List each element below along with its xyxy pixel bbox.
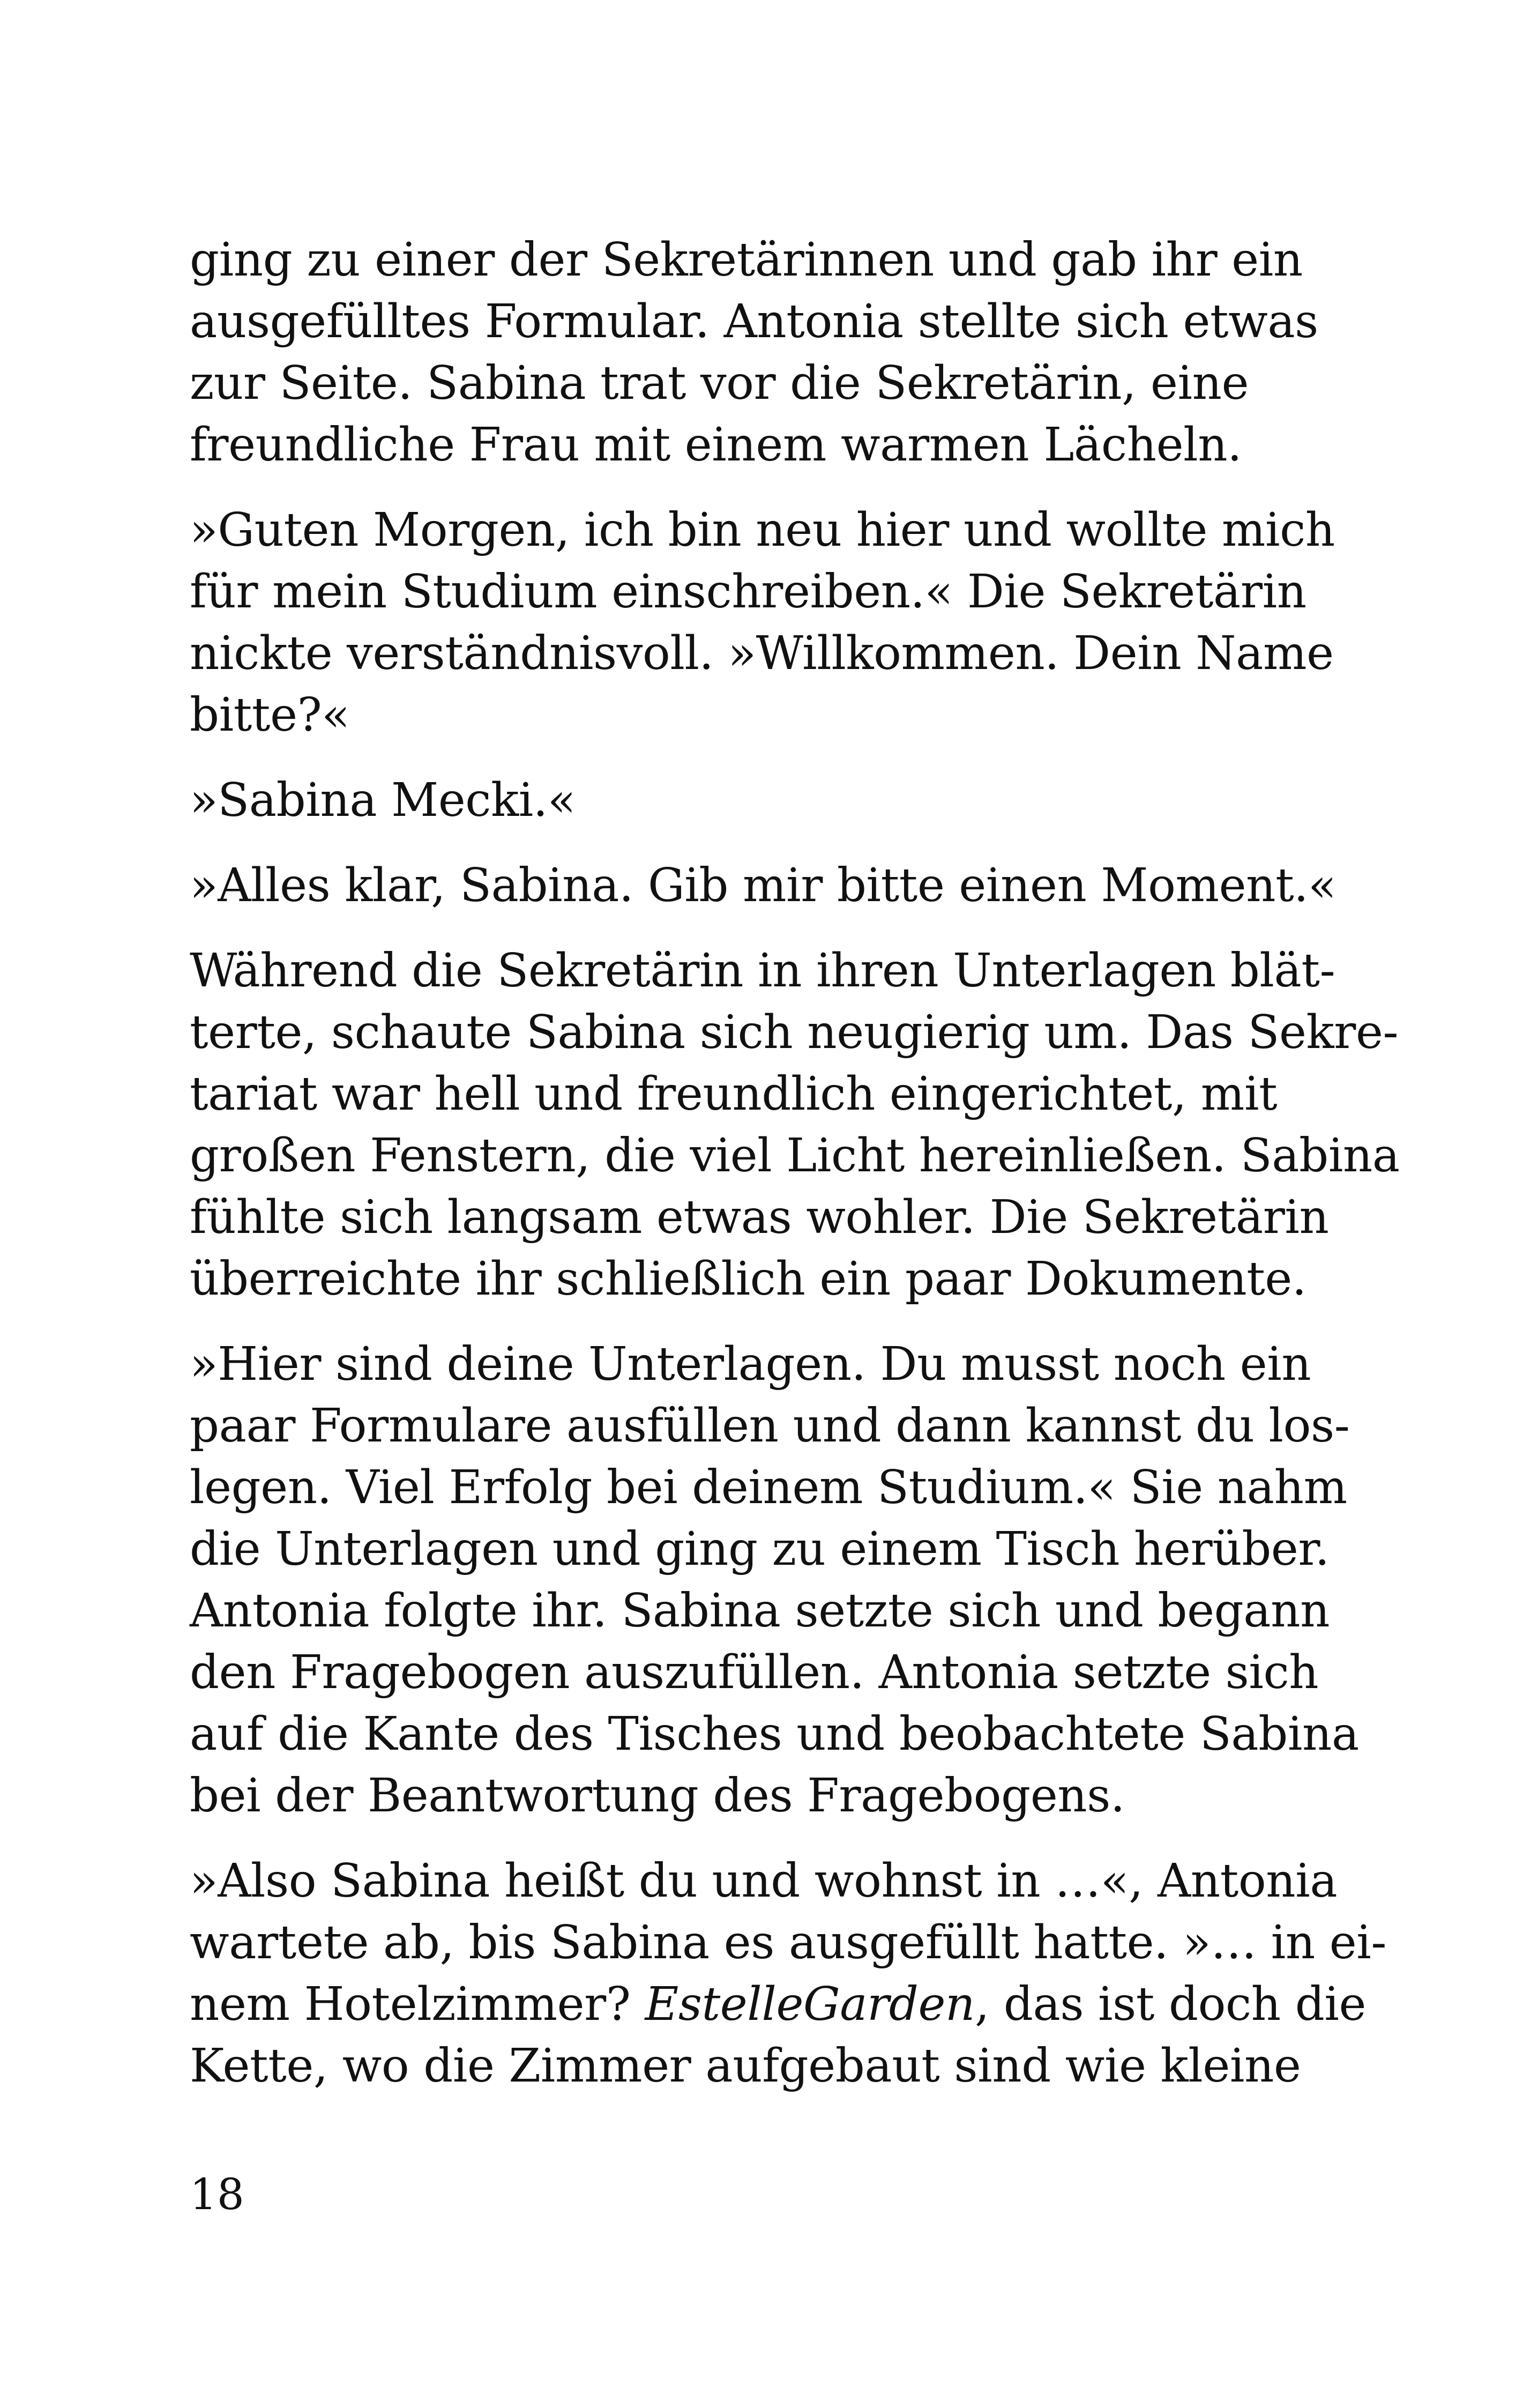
text-line: terte, schaute Sabina sich neugierig um. Das Sekre-	[190, 1006, 1399, 1059]
paragraph-5	[190, 940, 1400, 1310]
text-line: überreichte ihr schließlich ein paar Dokumente.	[190, 1252, 1307, 1306]
text-line: »Alles klar, Sabina. Gib mir bitte einen Moment.«	[190, 859, 1337, 912]
text-line: bei der Beantwortung des Fragebogens.	[190, 1769, 1125, 1823]
text-line: für mein Studium einschreiben.« Die Sekretärin	[190, 565, 1307, 619]
text-segment: nem Hotelzimmer?	[190, 1978, 645, 2031]
text-line: tariat war hell und freundlich eingerichtet, mit	[190, 1067, 1278, 1121]
text-line: zur Seite. Sabina trat vor die Sekretärin, eine	[190, 356, 1249, 410]
text-line-mixed	[190, 1974, 1366, 2035]
text-line: bitte?«	[190, 688, 350, 742]
text-line: ausgefülltes Formular. Antonia stellte sich etwas	[190, 295, 1318, 348]
paragraph-4	[190, 855, 1337, 917]
paragraph-3	[190, 770, 1315, 831]
paragraph-7	[190, 1850, 1387, 2097]
text-line: großen Fenstern, die viel Licht hereinließen. Sabina	[190, 1129, 1400, 1183]
text-line: legen. Viel Erfolg bei deinem Studium.« Sie nahm	[190, 1461, 1347, 1514]
text-line: ging zu einer der Sekretärinnen und gab ihr ein	[190, 233, 1303, 287]
text-line: nickte verständnisvoll. »Willkommen. Dein Name	[190, 627, 1334, 680]
text-line: den Fragebogen auszufüllen. Antonia setzte sich	[190, 1646, 1319, 1699]
page-number: 18	[190, 2169, 244, 2219]
text-line: »Guten Morgen, ich bin neu hier und wollte mich	[190, 503, 1335, 557]
text-line: »Also Sabina heißt du und wohnst in …«, Antonia	[190, 1854, 1338, 1908]
text-line: Kette, wo die Zimmer aufgebaut sind wie kleine	[190, 2039, 1301, 2093]
text-line: Antonia folgte ihr. Sabina setzte sich und begann	[190, 1584, 1330, 1638]
text-line: die Unterlagen und ging zu einem Tisch herüber.	[190, 1522, 1330, 1576]
text-line: paar Formulare ausfüllen und dann kannst du los-	[190, 1399, 1350, 1453]
text-segment: , das ist doch die	[974, 1978, 1366, 2031]
text-line: fühlte sich langsam etwas wohler. Die Sekretärin	[190, 1191, 1329, 1244]
text-line: freundliche Frau mit einem warmen Lächeln.	[190, 418, 1242, 472]
text-line: »Sabina Mecki.«	[190, 774, 576, 827]
text-line: »Hier sind deine Unterlagen. Du musst noch ein	[190, 1337, 1311, 1391]
text-line: Während die Sekretärin in ihren Unterlagen blät-	[190, 944, 1335, 998]
paragraph-2	[190, 500, 1335, 746]
text-line: auf die Kante des Tisches und beobachtete Sabina	[190, 1707, 1359, 1761]
paragraph-1	[190, 229, 1318, 476]
text-line: wartete ab, bis Sabina es ausgefüllt hatte. »… in ei-	[190, 1916, 1387, 1969]
paragraph-6	[190, 1334, 1359, 1827]
body-text	[190, 229, 1400, 2121]
italic-name: EstelleGarden	[645, 1978, 975, 2031]
